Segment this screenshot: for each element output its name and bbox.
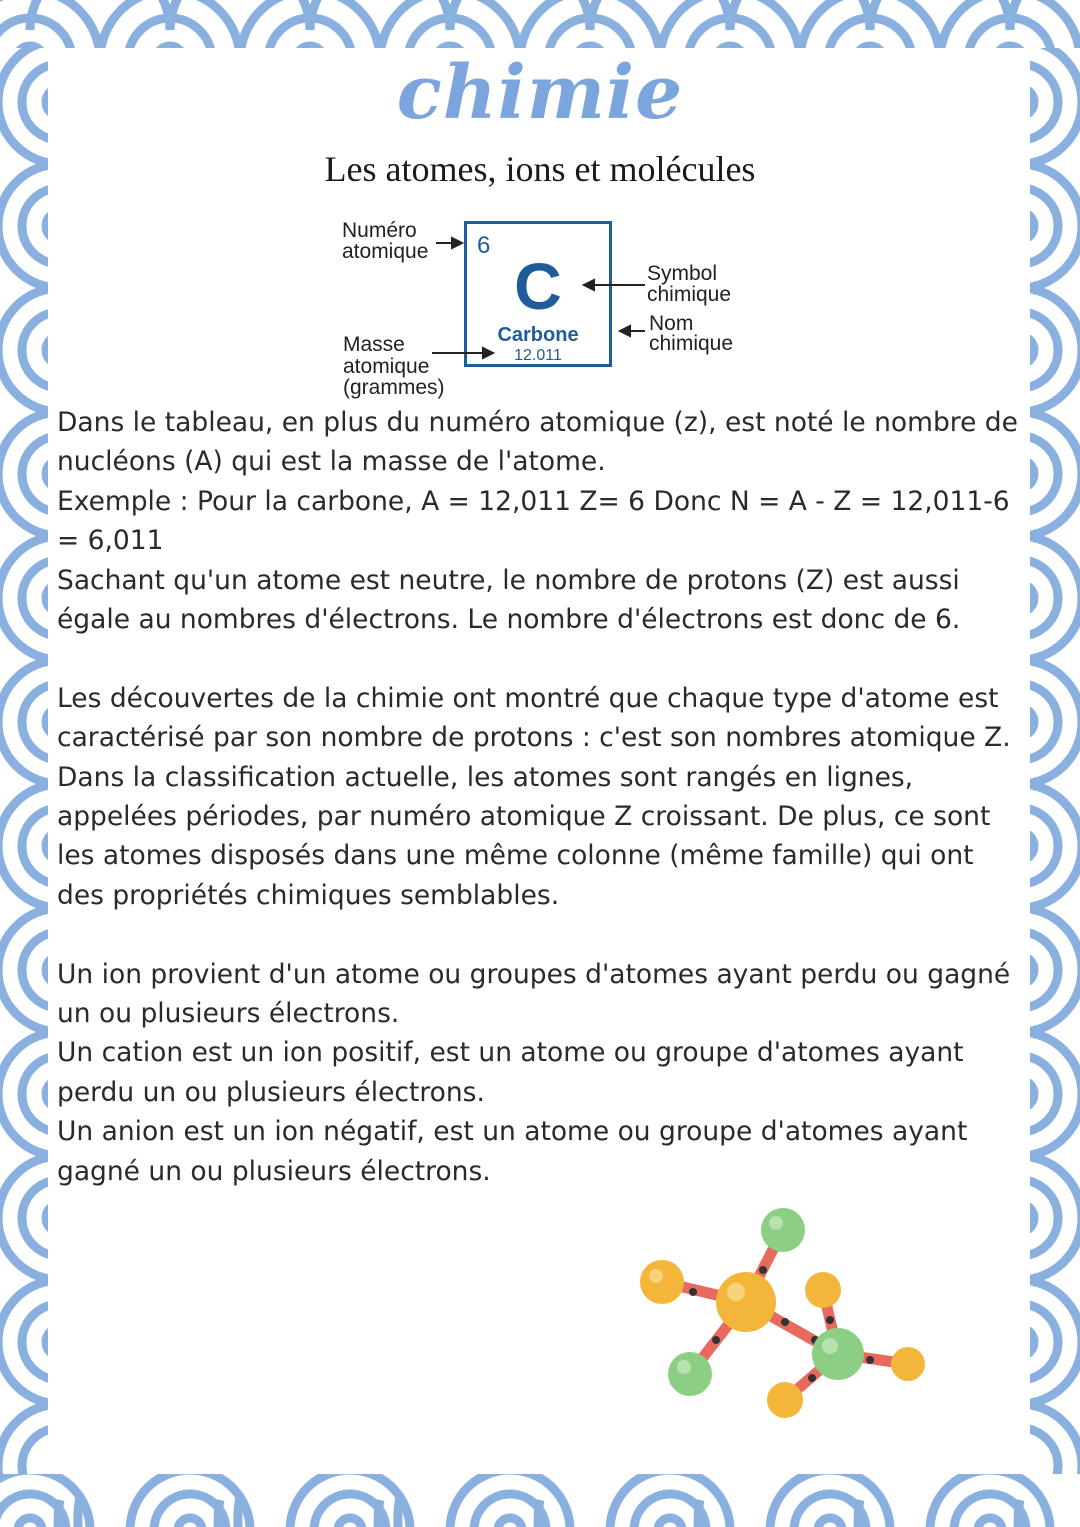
paragraph-ion: Un ion provient d'un atome ou groupes d'atomes ayant perdu ou gagné un ou plusieurs électrons.: [57, 958, 1011, 1030]
label-symbol-line2: chimique: [647, 283, 732, 306]
label-nom-line2: chimique: [649, 332, 734, 355]
page-title: chimie: [396, 50, 684, 136]
paragraph-tableau: Dans le tableau, en plus du numéro atomique (z), est noté le nombre de nucléons (A) qui est la masse de l'atome.: [57, 407, 1018, 478]
label-masse-line3: (grammes): [343, 376, 445, 399]
label-nom-line1: Nom: [649, 312, 694, 335]
element-symbol: C: [514, 249, 562, 323]
paragraph-anion: Un anion est un ion négatif, est un atome ou groupe d'atomes ayant gagné un ou plusieurs électrons.: [57, 1116, 968, 1187]
label-masse-line2: atomique: [343, 355, 430, 378]
page-subtitle: Les atomes, ions et molécules: [324, 149, 756, 189]
atom-yellow-large: [716, 1272, 776, 1332]
label-masse-line1: Masse: [343, 333, 405, 356]
paragraph-decouvertes: Les découvertes de la chimie ont montré que chaque type d'atome est caractérisé par son nombre de protons : c'est son nombres atomique Z. Dans la classification actuelle, les atomes sont rangés en lignes, appelées périodes, par numéro atomique Z croissant. De plus, ce sont les atomes disposés dans une même colonne (même famille) qui ont des propriétés chimiques semblables.: [57, 682, 1011, 911]
label-numero-line1: Numéro: [342, 219, 417, 242]
atom-green: [761, 1208, 805, 1252]
paragraph-exemple: Exemple : Pour la carbone, A = 12,011 Z= 6 Donc N = A - Z = 12,011-6 = 6,011: [57, 485, 1010, 557]
paragraph-cation: Un cation est un ion positif, est un atome ou groupe d'atomes ayant perdu un ou plusieurs électrons.: [57, 1037, 964, 1108]
label-numero-line2: atomique: [342, 240, 429, 263]
paragraph-neutre: Sachant qu'un atome est neutre, le nombre de protons (Z) est aussi égale au nombres d'électrons. Le nombre d'électrons est donc de 6.: [57, 564, 961, 636]
molecule-illustration: [630, 1200, 940, 1430]
element-name: Carbone: [497, 324, 579, 346]
label-symbol-line1: Symbol: [647, 262, 718, 285]
element-mass: 12.011: [514, 347, 562, 364]
element-atomic-number: 6: [477, 232, 491, 259]
body-text: [57, 403, 1027, 1191]
element-tile: [464, 221, 612, 367]
